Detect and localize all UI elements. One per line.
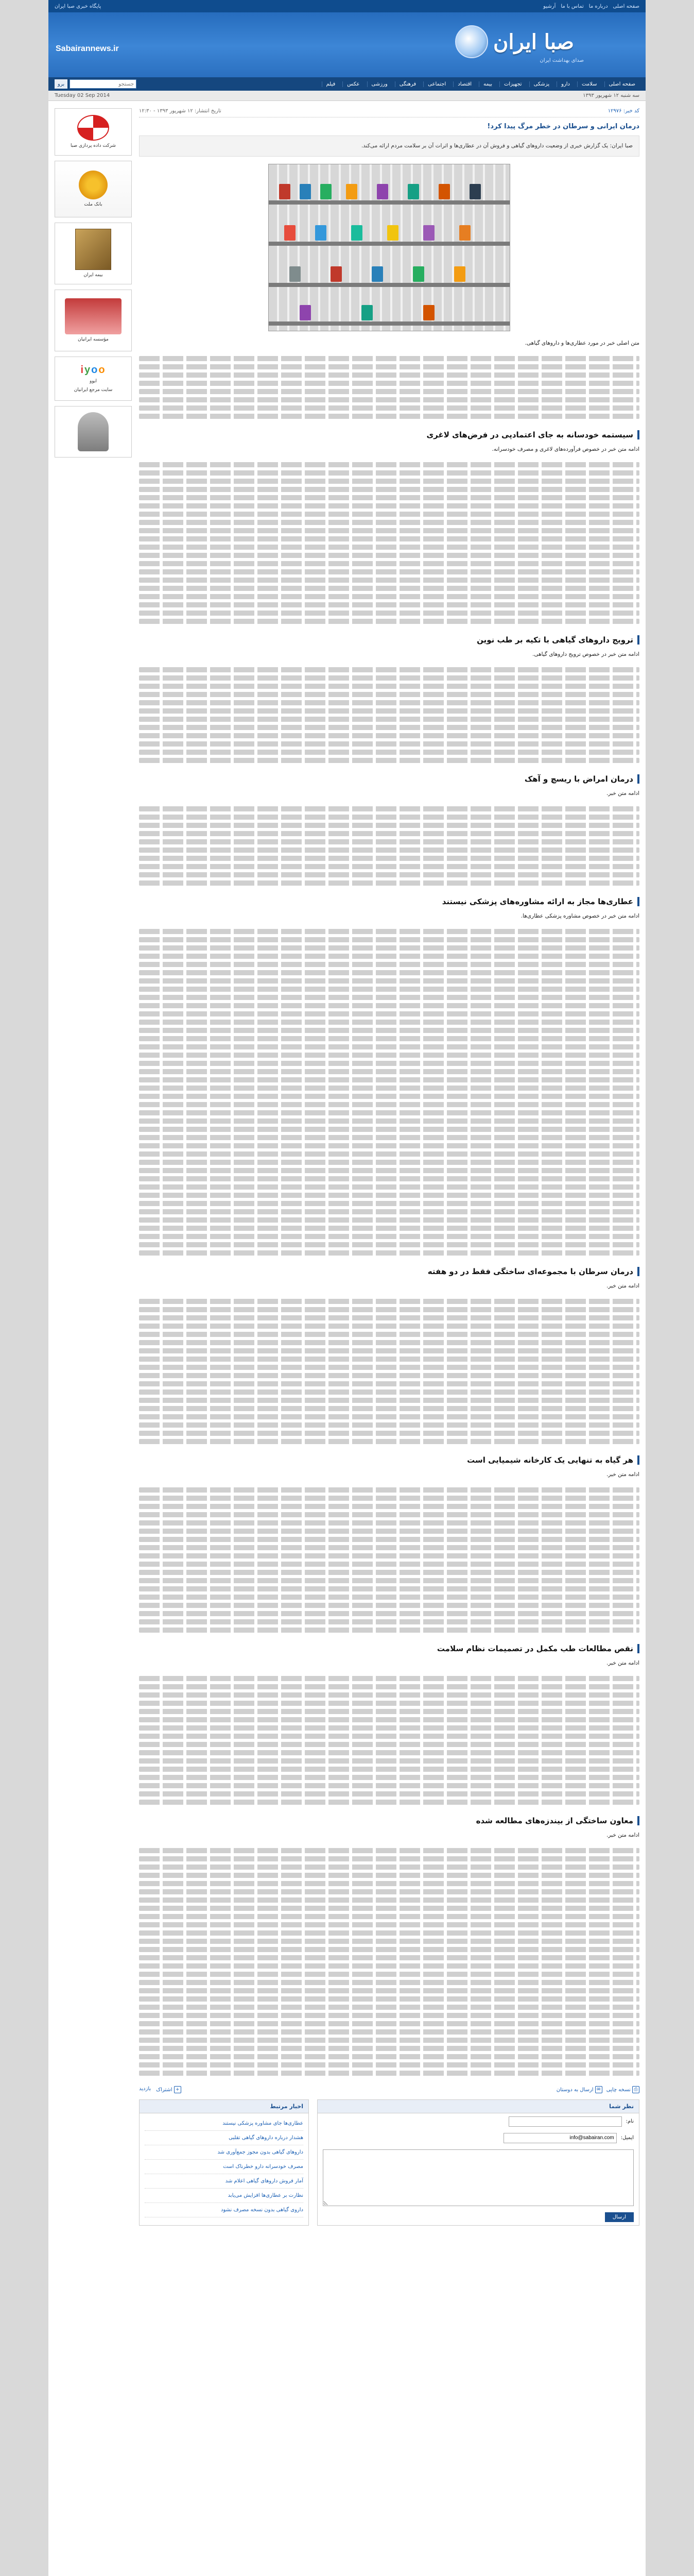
date-persian: سه شنبه ۱۲ شهریور ۱۳۹۳ [583,93,639,98]
nav-item[interactable]: پزشکی [529,81,554,87]
sidebar [55,108,132,2226]
nav-item[interactable]: سلامت [577,81,601,87]
date-bar [48,91,646,101]
ad-banner[interactable] [55,108,132,156]
article-bottom [139,2099,639,2226]
print-label: نسخه چاپی [606,2087,631,2093]
main-nav [48,77,646,91]
ad-banner[interactable] [55,223,132,284]
logo-emblem-icon [455,25,488,58]
nav-item[interactable]: اقتصاد [453,81,476,87]
share-link[interactable] [156,2086,181,2093]
topbar-link[interactable]: درباره ما [588,3,608,9]
submit-row [318,2209,639,2225]
figure-icon [78,412,109,451]
article-tools [139,2086,639,2093]
date-gregorian: Tuesday 02 Sep 2014 [55,93,110,98]
printer-icon: ⎙ [632,2086,639,2093]
article-title: درمان ایرانی و سرطان در خطر مرگ پیدا کرد! [487,123,639,130]
name-row [318,2113,639,2130]
section-heading: درمان سرطان با مجموعه‌ای ساختگی فقط در دو هفته [139,1267,639,1276]
site-wrapper [48,0,646,2576]
paragraph: ادامه متن خبر. [606,1659,639,1666]
comment-form [317,2099,639,2226]
ad-logo-text: ایوو [90,378,97,384]
logo-subtitle: صدای بهداشت ایران [540,58,584,63]
related-item[interactable]: مصرف خودسرانه دارو خطرناک است [145,2160,303,2174]
mail-icon: ✉ [595,2086,602,2093]
related-item[interactable]: هشدار درباره داروهای گیاهی تقلبی [145,2131,303,2145]
section-heading: سیستمه خودسانه به جای اعتمادپی در فرض‌های لاغری [139,430,639,439]
people-photo [65,298,122,334]
section-heading: عطاری‌ها مجاز به ارائه مشاوره‌های پزشکی نیستند [139,897,639,906]
nav-item[interactable]: ورزشی [367,81,392,87]
paragraph: ادامه متن خبر. [606,1471,639,1478]
submit-comment-button[interactable]: ارسال [605,2212,634,2222]
book-icon [75,229,111,270]
send-label: ارسال به دوستان [556,2087,594,2093]
comment-form-title: نظر شما [609,2103,634,2110]
topbar-right-text: پایگاه خبری صبا ایران [55,3,101,9]
paragraph: ادامه متن خبر. [606,1283,639,1290]
related-news [139,2099,309,2226]
email-label: ایمیل: [620,2135,634,2141]
paragraph: ادامه متن خبر. [606,1832,639,1838]
publish-date: تاریخ انتشار: ۱۲ شهریور ۱۳۹۳ - ۱۲:۳۰ [139,108,221,114]
topbar-link[interactable]: تماس با ما [561,3,584,9]
name-field[interactable] [509,2116,622,2127]
pharmacy-shelf-photo [268,164,510,331]
article-image [139,164,639,331]
topbar-link[interactable]: صفحه اصلی [613,3,639,9]
share-label: اشتراک [156,2087,172,2093]
nav-item[interactable]: تجهیزات [499,81,526,87]
tools-right [557,2086,639,2093]
share-icon: + [174,2086,181,2093]
site-header [48,0,646,77]
nav-item[interactable]: بیمه [479,81,496,87]
section-heading: هر گیاه به تنهایی یک کارخانه شیمیایی است [139,1455,639,1465]
comment-textarea[interactable] [323,2149,634,2206]
search-box [55,79,136,89]
site-url: Sabairannews.ir [56,44,119,53]
email-row [318,2130,639,2146]
ad-banner[interactable] [55,290,132,351]
main-content [139,108,639,2226]
related-title: اخبار مرتبط [140,2100,308,2113]
email-field[interactable] [504,2133,617,2143]
section-heading: نقص مطالعات طب مکمل در تصمیمات نظام سلامت [139,1644,639,1653]
article-lead: صبا ایران: یک گزارش خبری از وضعیت داروهای گیاهی و فروش آن در عطاری‌ها و اثرات آن بر سلامت مردم ارائه می‌کند. [139,135,639,157]
topbar-link[interactable]: آرشیو [543,3,556,9]
related-list [140,2113,308,2221]
tools-left [139,2086,181,2093]
ad-caption: شرکت داده پردازی صبا [71,143,116,148]
name-label: نام: [626,2119,634,2125]
topbar-links [543,4,639,9]
nav-item[interactable]: دارو [557,81,574,87]
iyoo-logo: iyoo [80,364,106,376]
company-logo-icon [77,115,109,141]
nav-item[interactable]: فیلم [322,81,340,87]
nav-item[interactable]: فرهنگی [395,81,420,87]
send-link[interactable] [557,2086,602,2093]
print-link[interactable] [606,2086,639,2093]
ad-caption: بیمه ایران [83,272,103,278]
ad-caption: مؤسسه ایرانیان [78,336,109,342]
news-code: کد خبر: ۱۲۹۷۶ [608,108,639,114]
nav-item[interactable]: اجتماعی [423,81,450,87]
nav-item-home[interactable]: صفحه اصلی [604,81,639,87]
views-label: بازدید [139,2086,151,2092]
nav-item[interactable]: عکس [342,81,363,87]
article-body [139,338,639,2075]
ad-banner[interactable] [55,357,132,401]
section-heading: معاون ساختگی از بیندزه‌های مطالعه شده [139,1816,639,1825]
comment-row [318,2146,639,2209]
paragraph: ادامه متن خبر در خصوص فرآورده‌های لاغری و مصرف خودسرانه. [492,446,639,453]
search-button[interactable]: برو [55,79,67,89]
related-item[interactable]: آمار فروش داروهای گیاهی اعلام شد [145,2174,303,2189]
ad-banner[interactable] [55,161,132,217]
comment-form-header [318,2100,639,2113]
related-item[interactable]: داروهای گیاهی بدون مجوز جمع‌آوری شد [145,2145,303,2160]
paragraph: ادامه متن خبر در خصوص مشاوره پزشکی عطاری‌ها. [520,913,639,920]
related-item[interactable]: عطاری‌ها جای مشاوره پزشکی نیستند [145,2116,303,2131]
article-meta [139,108,639,117]
top-bar [48,0,646,12]
paragraph: ادامه متن خبر در خصوص ترویج داروهای گیاهی. [532,651,639,658]
ad-caption: بانک ملت [84,201,102,207]
page-layout [48,101,646,2226]
related-item[interactable]: نظارت بر عطاری‌ها افزایش می‌یابد [145,2189,303,2203]
logo-text: صبا ایران [493,29,574,54]
section-heading: ترویج داروهای گیاهی با تکیه بر طب نوین [139,635,639,645]
paragraph: ادامه متن خبر. [606,790,639,797]
bank-logo-icon [79,171,108,199]
ad-caption: سایت مرجع ایرانیان [74,387,113,393]
ad-banner[interactable] [55,406,132,457]
paragraph: متن اصلی خبر در مورد عطاری‌ها و داروهای گیاهی. [525,340,639,347]
section-heading: درمان امراض با ریسچ و آهک [139,774,639,784]
related-item[interactable]: داروی گیاهی بدون نسخه مصرف نشود [145,2203,303,2217]
search-input[interactable] [70,79,136,89]
